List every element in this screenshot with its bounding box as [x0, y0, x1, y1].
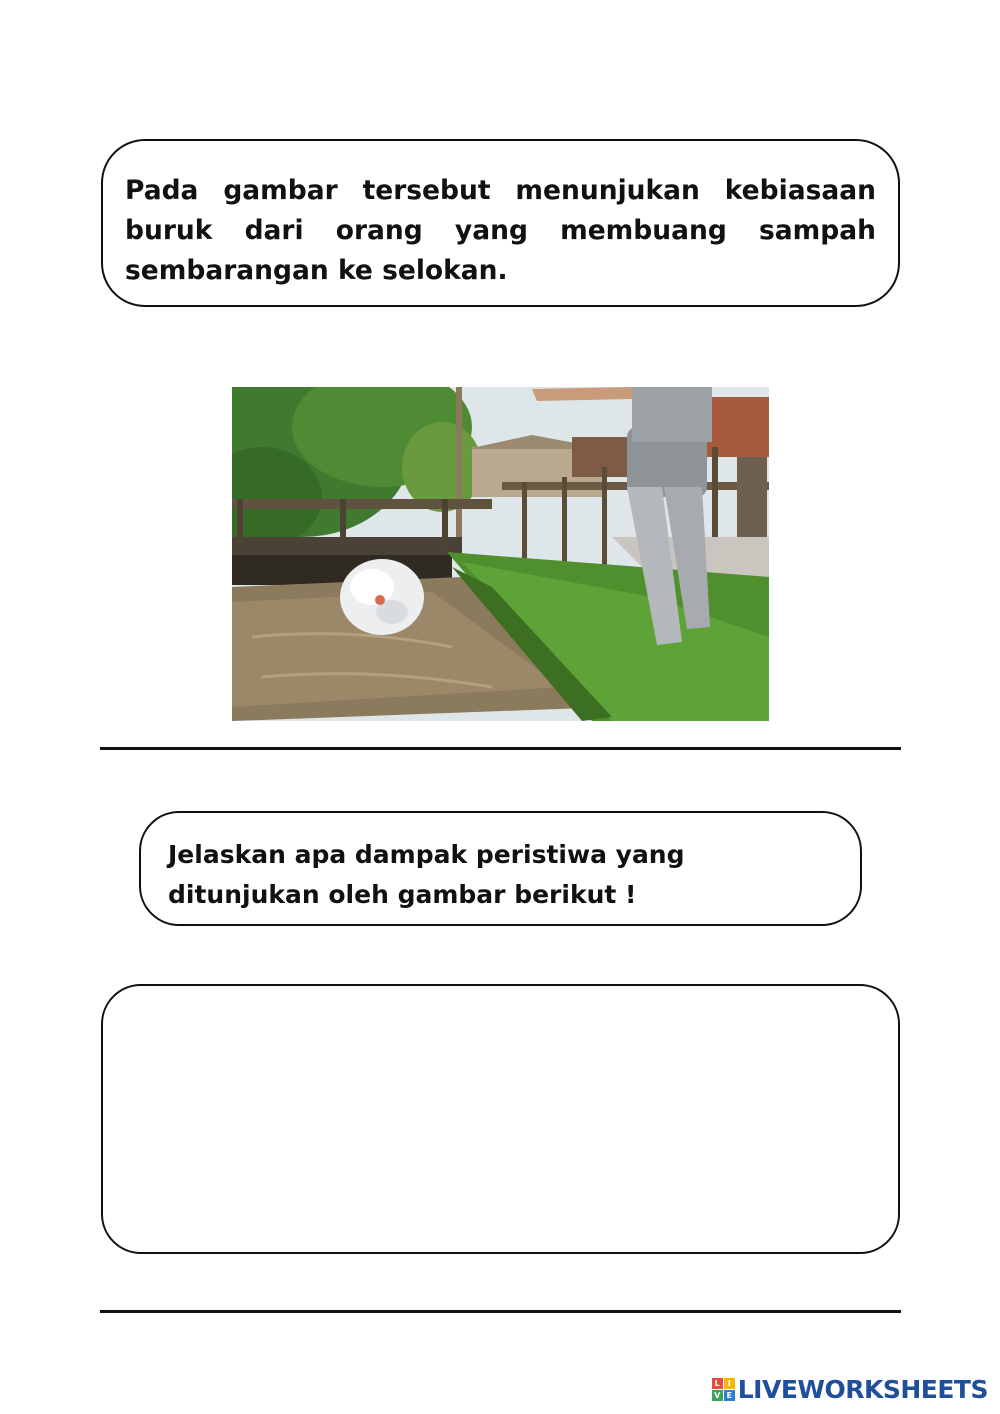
statement-text: Pada gambar tersebut menunjukan kebiasaan buruk dari orang yang membuang sampah sembarangan ke selokan. — [125, 175, 876, 286]
question-box — [139, 811, 862, 926]
answer-input-box[interactable] — [101, 984, 900, 1254]
divider-line — [100, 747, 901, 750]
question-text: Jelaskan apa dampak peristiwa yang ditunjukan oleh gambar berikut ! — [168, 840, 685, 909]
logo-letter: I — [724, 1378, 735, 1389]
littering-photo — [232, 387, 769, 721]
logo-letter: L — [712, 1378, 723, 1389]
statement-box — [101, 139, 900, 307]
divider-line — [100, 1310, 901, 1313]
liveworksheets-logo — [712, 1373, 988, 1405]
logo-text: LIVEWORKSHEETS — [737, 1374, 988, 1404]
logo-mark-icon — [712, 1378, 735, 1401]
logo-letter: V — [712, 1390, 723, 1401]
logo-letter: E — [724, 1390, 735, 1401]
